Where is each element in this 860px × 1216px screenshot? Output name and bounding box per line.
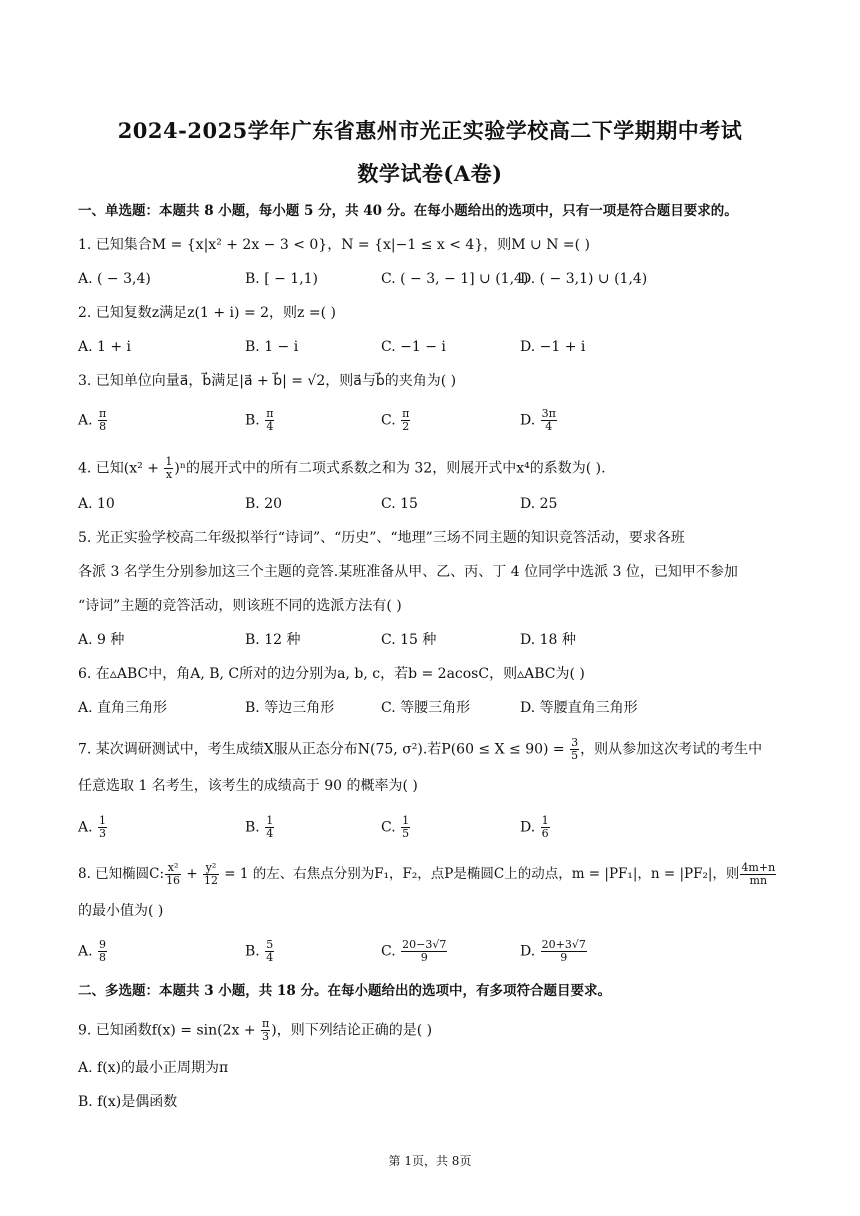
fraction bbox=[541, 939, 587, 964]
fraction bbox=[541, 815, 550, 840]
q1-option-d: D. ( − 3,1) ∪ (1,4) bbox=[520, 271, 648, 287]
section-single-choice-heading: 一、单选题：本题共 8 小题，每小题 5 分，共 40 分。在每小题给出的选项中，只有一项是符合题目要求的。 bbox=[78, 203, 738, 219]
q7-option-b bbox=[245, 815, 275, 840]
q3-option-a bbox=[78, 408, 108, 433]
q3-option-b bbox=[245, 408, 275, 433]
fraction bbox=[401, 408, 410, 433]
q9-option-a: A. f(x)的最小正周期为π bbox=[78, 1060, 229, 1076]
q4-option-b: B. 20 bbox=[245, 496, 283, 512]
question-4-text-a: 4. 已知(x² + bbox=[78, 460, 164, 477]
denominator: mn bbox=[749, 874, 768, 887]
q5-option-c: C. 15 种 bbox=[381, 632, 437, 648]
q1-option-b: B. [ − 1,1) bbox=[245, 271, 319, 287]
denominator: 3 bbox=[262, 1030, 270, 1043]
q6-option-b: B. 等边三角形 bbox=[245, 700, 335, 716]
denominator: 4 bbox=[266, 951, 274, 964]
option-label: B. bbox=[245, 819, 260, 836]
numerator: 4m+n bbox=[741, 861, 776, 874]
fraction bbox=[98, 408, 107, 433]
option-label: B. bbox=[245, 412, 260, 429]
question-3: 3. 已知单位向量a⃗，b⃗满足|a⃗ + b⃗| = √2，则a⃗与b⃗的夹角为( ) bbox=[78, 373, 457, 389]
fraction bbox=[165, 862, 181, 887]
q5-option-d: D. 18 种 bbox=[520, 632, 576, 648]
exam-subtitle: 数学试卷(A卷) bbox=[357, 161, 503, 186]
question-5-line-2: 各派 3 名学生分别参加这三个主题的竞答.某班准备从甲、乙、丙、丁 4 位同学中选派 3 位，已知甲不参加 bbox=[78, 564, 738, 580]
question-8-text-b: = 1 的左、右焦点分别为F₁，F₂，点P是椭圆C上的动点，m = |PF₁|，n = |PF₂|，则 bbox=[219, 866, 740, 882]
fraction bbox=[98, 939, 107, 964]
question-7-line-2: 任意选取 1 名考生，该考生的成绩高于 90 的概率为( ) bbox=[78, 778, 418, 794]
question-8-line-1 bbox=[78, 862, 790, 887]
denominator: 3 bbox=[99, 827, 107, 840]
question-9 bbox=[78, 1018, 790, 1043]
denominator: 4 bbox=[266, 827, 274, 840]
q7-option-d bbox=[520, 815, 551, 840]
q4-option-a: A. 10 bbox=[78, 496, 115, 512]
q1-option-c: C. ( − 3, − 1] ∪ (1,4) bbox=[381, 271, 529, 287]
numerator: π bbox=[99, 407, 107, 420]
question-7-text-b: ，则从参加这次考试的考生中 bbox=[580, 741, 763, 758]
q5-option-a: A. 9 种 bbox=[78, 632, 125, 648]
numerator: 3π bbox=[541, 407, 556, 420]
fraction bbox=[261, 1018, 270, 1043]
option-label: D. bbox=[520, 412, 536, 429]
question-8-line-2: 的最小值为( ) bbox=[78, 903, 164, 919]
numerator: 3 bbox=[571, 736, 579, 749]
fraction bbox=[541, 408, 557, 433]
exam-title: 2024-2025学年广东省惠州市光正实验学校高二下学期期中考试 bbox=[117, 118, 743, 143]
denominator: 8 bbox=[99, 951, 107, 964]
q8-option-d bbox=[520, 939, 588, 964]
numerator: 1 bbox=[266, 814, 274, 827]
question-4 bbox=[78, 456, 790, 481]
q7-option-a bbox=[78, 815, 108, 840]
option-label: A. bbox=[78, 412, 93, 429]
question-4-text-b: )ⁿ的展开式中的所有二项式系数之和为 32，则展开式中x⁴的系数为( ). bbox=[174, 460, 606, 477]
q4-option-c: C. 15 bbox=[381, 496, 418, 512]
q5-option-b: B. 12 种 bbox=[245, 632, 301, 648]
q2-option-c: C. −1 − i bbox=[381, 339, 446, 355]
denominator: x bbox=[165, 468, 173, 481]
denominator: 16 bbox=[166, 874, 181, 887]
q6-option-c: C. 等腰三角形 bbox=[381, 700, 471, 716]
q3-option-d bbox=[520, 408, 558, 433]
question-7-text-a: 7. 某次调研测试中，考生成绩X服从正态分布N(75, σ²).若P(60 ≤ X ≤ 90) = bbox=[78, 741, 570, 758]
denominator: 8 bbox=[99, 420, 107, 433]
fraction bbox=[265, 939, 274, 964]
option-label: A. bbox=[78, 819, 93, 836]
option-label: A. bbox=[78, 943, 93, 960]
q4-option-d: D. 25 bbox=[520, 496, 558, 512]
question-1: 1. 已知集合M = {x|x² + 2x − 3 < 0}，N = {x|−1 ≤ x < 4}，则M ∪ N =( ) bbox=[78, 237, 590, 253]
page-footer: 第 1页，共 8页 bbox=[388, 1154, 472, 1168]
numerator: 1 bbox=[165, 455, 173, 468]
fraction bbox=[203, 862, 219, 887]
q6-option-a: A. 直角三角形 bbox=[78, 700, 168, 716]
fraction bbox=[401, 939, 447, 964]
option-label: B. bbox=[245, 943, 260, 960]
q7-option-c bbox=[381, 815, 411, 840]
denominator: 6 bbox=[541, 827, 549, 840]
denominator: 2 bbox=[402, 420, 410, 433]
numerator: 1 bbox=[99, 814, 107, 827]
numerator: y² bbox=[203, 862, 219, 875]
numerator: 5 bbox=[266, 938, 274, 951]
q8-option-a bbox=[78, 939, 108, 964]
question-9-text-b: )，则下列结论正确的是( ) bbox=[271, 1022, 433, 1039]
q2-option-b: B. 1 − i bbox=[245, 339, 299, 355]
q8-option-c bbox=[381, 939, 448, 964]
option-label: C. bbox=[381, 819, 396, 836]
question-8-text-a: 8. 已知椭圆C: bbox=[78, 866, 165, 882]
q3-option-c bbox=[381, 408, 411, 433]
numerator: x² bbox=[165, 862, 181, 875]
fraction bbox=[164, 456, 173, 481]
denominator: 9 bbox=[560, 951, 568, 964]
option-label: D. bbox=[520, 943, 536, 960]
fraction bbox=[265, 815, 274, 840]
denominator: 5 bbox=[571, 749, 579, 762]
section-multiple-choice-heading: 二、多选题：本题共 3 小题，共 18 分。在每小题给出的选项中，有多项符合题目要求。 bbox=[78, 983, 611, 999]
denominator: 12 bbox=[203, 874, 218, 887]
fraction bbox=[570, 737, 579, 762]
fraction bbox=[265, 408, 274, 433]
question-7-line-1 bbox=[78, 737, 790, 762]
q2-option-a: A. 1 + i bbox=[78, 339, 132, 355]
numerator: 9 bbox=[99, 938, 107, 951]
question-2: 2. 已知复数z满足z(1 + i) = 2，则z =( ) bbox=[78, 305, 336, 321]
plus-sign: + bbox=[182, 866, 202, 882]
numerator: 1 bbox=[402, 814, 410, 827]
option-label: C. bbox=[381, 943, 396, 960]
q8-option-b bbox=[245, 939, 275, 964]
fraction bbox=[401, 815, 410, 840]
numerator: π bbox=[262, 1017, 270, 1030]
option-label: D. bbox=[520, 819, 536, 836]
option-label: C. bbox=[381, 412, 396, 429]
question-9-text-a: 9. 已知函数f(x) = sin(2x + bbox=[78, 1022, 261, 1039]
numerator: π bbox=[266, 407, 274, 420]
numerator: 1 bbox=[541, 814, 549, 827]
question-6: 6. 在▵ABC中，角A, B, C所对的边分别为a, b, c，若b = 2acosC，则▵ABC为( ) bbox=[78, 666, 585, 682]
denominator: 9 bbox=[420, 951, 428, 964]
fraction bbox=[740, 862, 776, 887]
q9-option-b: B. f(x)是偶函数 bbox=[78, 1094, 178, 1110]
numerator: 20−3√7 bbox=[402, 938, 447, 951]
denominator: 5 bbox=[402, 827, 410, 840]
denominator: 4 bbox=[266, 420, 274, 433]
q2-option-d: D. −1 + i bbox=[520, 339, 586, 355]
numerator: 20+3√7 bbox=[541, 938, 586, 951]
question-5-line-1: 5. 光正实验学校高二年级拟举行“诗词”、“历史”、“地理”三场不同主题的知识竞答活动，要求各班 bbox=[78, 530, 685, 546]
q1-option-a: A. ( − 3,4) bbox=[78, 271, 151, 287]
numerator: π bbox=[402, 407, 410, 420]
fraction bbox=[98, 815, 107, 840]
question-5-line-3: “诗词”主题的竞答活动，则该班不同的选派方法有( ) bbox=[78, 598, 402, 614]
q6-option-d: D. 等腰直角三角形 bbox=[520, 700, 638, 716]
denominator: 4 bbox=[545, 420, 553, 433]
